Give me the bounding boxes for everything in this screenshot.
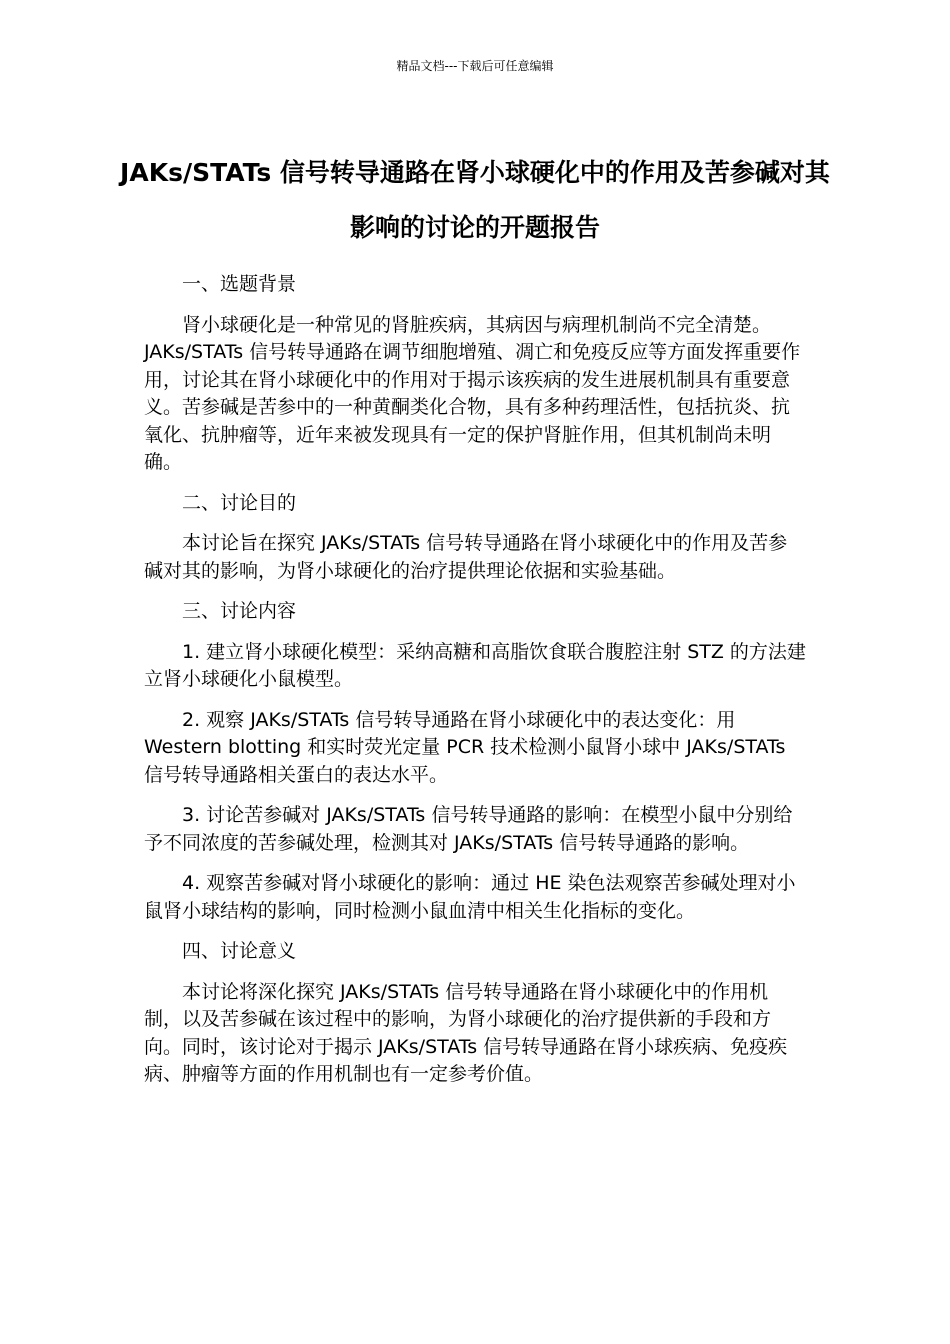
list-item: 2. 观察 JAKs/STATs 信号转导通路在肾小球硬化中的表达变化：用 Western blotting 和实时荧光定量 PCR 技术检测小鼠肾小球中 JAKs/STATs 信号转导通路相关蛋白的表达水平。	[144, 708, 786, 786]
page-header-note: 精品文档---下载后可任意编辑	[396, 59, 554, 73]
list-item: 1. 建立肾小球硬化模型：采纳高糖和高脂饮食联合腹腔注射 STZ 的方法建立肾小球硬化小鼠模型。	[144, 640, 806, 690]
section-purpose	[144, 490, 806, 586]
list-item: 4. 观察苦参碱对肾小球硬化的影响：通过 HE 染色法观察苦参碱处理对小鼠肾小球结构的影响，同时检测小鼠血清中相关生化指标的变化。	[144, 872, 796, 922]
body-paragraph: 本讨论将深化探究 JAKs/STATs 信号转导通路在肾小球硬化中的作用机制，以及苦参碱在该过程中的影响，为肾小球硬化的治疗提供新的手段和方向。同时，该讨论对于揭示 JAKs/STATs 信号转导通路在肾小球疾病、免疫疾病、肿瘤等方面的作用机制也有一定参考价值。	[144, 980, 788, 1085]
list-item: 3. 讨论苦参碱对 JAKs/STATs 信号转导通路的影响：在模型小鼠中分别给予不同浓度的苦参碱处理，检测其对 JAKs/STATs 信号转导通路的影响。	[144, 804, 793, 854]
section-significance	[144, 938, 806, 1089]
document-title: JAKs/STATs 信号转导通路在肾小球硬化中的作用及苦参碱对其影响的讨论的开题报告	[120, 157, 830, 242]
document-body	[144, 271, 806, 1102]
section-content	[144, 598, 806, 925]
section-heading: 四、讨论意义	[182, 940, 297, 962]
section-heading: 三、讨论内容	[182, 600, 297, 622]
section-heading: 二、讨论目的	[182, 491, 297, 514]
section-heading: 一、选题背景	[182, 273, 297, 295]
section-background	[144, 271, 806, 477]
body-paragraph: 肾小球硬化是一种常见的肾脏疾病，其病因与病理机制尚不完全清楚。JAKs/STATs 信号转导通路在调节细胞增殖、凋亡和免疫反应等方面发挥重要作用，讨论其在肾小球硬化中的作用对于揭示该疾病的发生进展机制具有重要意义。苦参碱是苦参中的一种黄酮类化合物，具有多种药理活性，包括抗炎、抗氧化、抗肿瘤等，近年来被发现具有一定的保护肾脏作用，但其机制尚未明确。	[144, 313, 801, 473]
body-paragraph: 本讨论旨在探究 JAKs/STATs 信号转导通路在肾小球硬化中的作用及苦参碱对其的影响，为肾小球硬化的治疗提供理论依据和实验基础。	[144, 532, 788, 582]
